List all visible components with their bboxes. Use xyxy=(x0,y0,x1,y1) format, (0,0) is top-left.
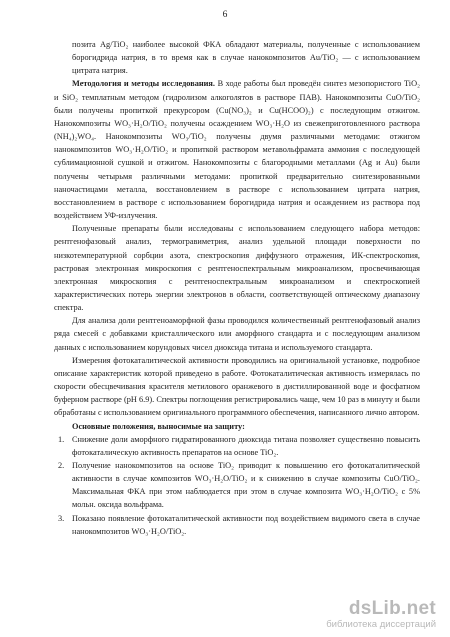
paragraph-amorphous-analysis: Для анализа доли рентгеноаморфной фазы проводился количественный рентгенофазовый анализ ряда смесей с добавками кристаллического или аморфного стандарта и с последующим анализом данных с использованием корундовых чисел диоксида титана и используемого стандарта. xyxy=(54,316,420,352)
paragraph-photocatalysis-measurement: Измерения фотокаталитической активности проводились на оригинальной установке, подробное описание характеристик которой приведено в работе. Фотокаталитическая активность измерялась по скорости обесцвечивания красителя метилового оранжевого в дистиллированной воде и фосфатном буферном растворе (pH 6.9). Спектры поглощения регистрировались чаще, чем 10 раз в минуту и были обработаны с использованием оригинального программного обеспечения, написанного лично автором. xyxy=(54,355,420,418)
thesis-text: Показано появление фотокаталитической активности под воздействием видимого света в случае нанокомпозитов WO₃·H₂O/TiO₂. xyxy=(72,513,420,536)
thesis-item xyxy=(54,459,420,512)
page-number: 6 xyxy=(222,10,228,20)
methods-heading: Методология и методы исследования. xyxy=(72,79,215,89)
theses-heading: Основные положения, выносимые на защиту: xyxy=(72,421,245,431)
thesis-number: 1. xyxy=(58,434,65,444)
thesis-text: Получение нанокомпозитов на основе TiO₂ приводит к повышению его фотокаталитической активности в случае композитов WO₃·H₂O/TiO₂ и к снижению в случае композиты CuO/TiO₂. Максимальная ФКА при этом наблюдается при этом в случае композита WO₃·H₂O/TiO₂ с 5% мольн. оксида вольфрама. xyxy=(72,461,420,510)
thesis-number: 3. xyxy=(58,513,65,523)
methods-text: В ходе работы был проведён синтез мезопористого TiO₂ и SiO₂ темплатным методом (гидролизом алкоголятов в растворе ПАВ). Нанокомпозиты CuO/TiO₂ были получены пропиткой прекурсором (Cu(NO₃)₂ и Cu(HCOO)₂) с последующим отжигом. Нанокомпозиты WO₃·H₂O/TiO₂ получены осаждением WO₃·H₂O из свежеприготовленного раствора (NH₄)₂WO₄. Нанокомпозиты WO₃/TiO₂ получены двумя различными методами: отжигом нанокомпозитов WO₃·H₂O/TiO₂ и пропиткой раствором метавольфрамата аммония с последующей сублимационной сушкой и отжигом. Нанокомпозиты с благородными металлами (Ag и Au) были получены четырьмя различными методами: пропиткой предварительно синтезированными наночастицами металла, восстановлением в растворе с использованием цитрата натрия, восстановлением в растворе с использованием борогидрида натрия и осаждением из раствора под воздействием УФ-излучения. xyxy=(54,79,420,221)
paragraph-instruments: Полученные препараты были исследованы с использованием следующего набора методов: рентгенофазовый анализ, термогравиметрия, анализ удельной площади поверхности по низкотемпературной сорбции азота, спектроскопия диффузного отражения, ИК-спектроскопия, растровая электронная микроскопия с рентгеноспектральным микроанализом, просвечивающая электронная микроскопия с рентгеноспектральным микроанализом и спектроскопией характеристических потерь энергии электронов в области, соответствующей оптическому диапазону спектра. xyxy=(54,224,420,313)
watermark-logo: dsLib.net xyxy=(348,598,436,619)
watermark xyxy=(326,599,436,631)
thesis-number: 2. xyxy=(58,461,65,470)
thesis-text: Снижение доли аморфного гидратированного диоксида титана позволяет существенно повысить фотокаталическую активность препаратов на основе TiO₂. xyxy=(72,434,420,457)
paragraph-continuation: позита Ag/TiO₂ наиболее высокой ФКА обладают материалы, полученные с использованием борогидрида натрия, в то время как в случае нанокомпозитов Au/TiO₂ — с использованием цитрата натрия. xyxy=(72,40,420,76)
paragraph-methods xyxy=(54,77,420,222)
watermark-subtitle: библиотека диссертаций xyxy=(326,619,436,630)
thesis-item xyxy=(54,512,420,538)
page-body xyxy=(54,38,420,538)
thesis-item xyxy=(54,433,420,459)
theses-list xyxy=(54,433,420,538)
